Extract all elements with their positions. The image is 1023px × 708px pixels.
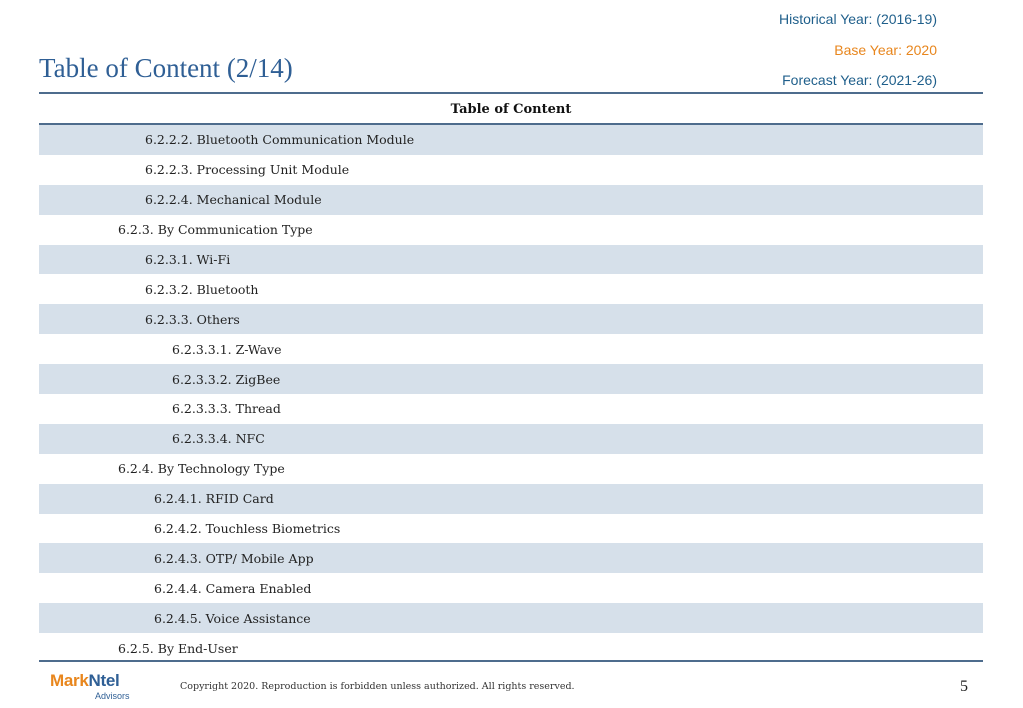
toc-row: [39, 245, 983, 275]
toc-row: [39, 514, 983, 544]
toc-row-label: 6.2.4. By Technology Type: [118, 461, 285, 477]
toc-row: [39, 394, 983, 424]
toc-row-label: 6.2.5. By End-User: [118, 640, 238, 656]
historical-year: Historical Year: (2016-19): [779, 11, 937, 27]
toc-row-label: 6.2.4.3. OTP/ Mobile App: [154, 550, 314, 566]
toc-row: [39, 334, 983, 364]
page-title: Table of Content (2/14): [39, 53, 293, 83]
logo-subtitle: Advisors: [95, 691, 130, 701]
toc-row-label: 6.2.3. By Communication Type: [118, 222, 313, 238]
logo-wordmark: [50, 672, 119, 690]
title-divider: [39, 92, 983, 94]
base-year: Base Year: 2020: [834, 42, 937, 58]
toc-row-label: 6.2.3.3.2. ZigBee: [172, 371, 281, 387]
toc-row-label: 6.2.4.1. RFID Card: [154, 491, 274, 507]
toc-row: [39, 633, 983, 663]
toc-row-label: 6.2.2.4. Mechanical Module: [145, 192, 322, 208]
toc-row: [39, 543, 983, 573]
toc-row: [39, 274, 983, 304]
toc-row-label: 6.2.4.4. Camera Enabled: [154, 580, 312, 596]
copyright-notice: Copyright 2020. Reproduction is forbidden unless authorized. All rights reserved.: [180, 681, 575, 692]
toc-row-label: 6.2.4.2. Touchless Biometrics: [154, 521, 341, 537]
toc-row: [39, 304, 983, 334]
toc-row: [39, 573, 983, 603]
footer-divider: [39, 660, 983, 662]
toc-row-label: 6.2.3.3.1. Z-Wave: [172, 341, 282, 357]
logo-mark-text: Mark: [50, 671, 89, 690]
toc-row-label: 6.2.2.3. Processing Unit Module: [145, 162, 350, 178]
marknetl-logo: [50, 672, 140, 702]
toc-row-label: 6.2.3.1. Wi-Fi: [145, 252, 231, 267]
toc-row: [39, 125, 983, 155]
toc-row-label: 6.2.2.2. Bluetooth Communication Module: [145, 132, 415, 148]
page-number: 5: [960, 678, 968, 695]
toc-row: [39, 484, 983, 514]
toc-row: [39, 603, 983, 633]
toc-row-label: 6.2.3.2. Bluetooth: [145, 281, 259, 297]
forecast-year: Forecast Year: (2021-26): [782, 72, 937, 88]
toc-row: [39, 364, 983, 394]
toc-row: [39, 155, 983, 185]
toc-row-label: 6.2.3.3. Others: [145, 311, 240, 327]
toc-row: [39, 454, 983, 484]
toc-row-label: 6.2.3.3.4. NFC: [172, 431, 265, 447]
toc-row: [39, 215, 983, 245]
toc-list: [39, 125, 983, 663]
toc-row-label: 6.2.4.5. Voice Assistance: [154, 610, 311, 626]
toc-heading: Table of Content: [450, 102, 572, 117]
logo-ntel-text: Ntel: [88, 671, 120, 690]
toc-row-label: 6.2.3.3.3. Thread: [172, 401, 281, 417]
toc-row: [39, 185, 983, 215]
toc-row: [39, 424, 983, 454]
